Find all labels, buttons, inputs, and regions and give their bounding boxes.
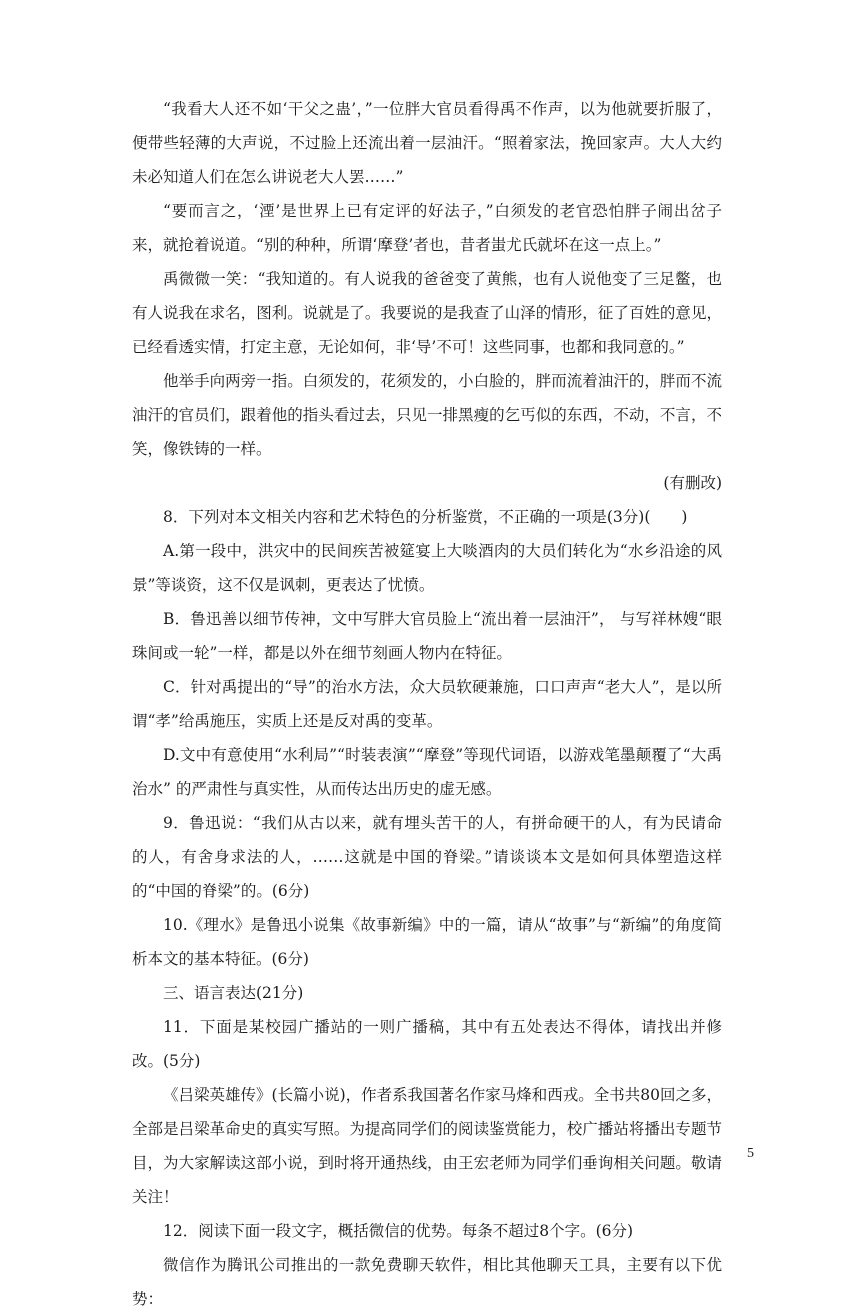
passage-paragraph-2: “要而言之，‘湮’是世界上已有定评的好法子，”白须发的老官恐怕胖子闹出岔子来，就抢着说道。“别的种种，所谓‘摩登’者也，昔者蚩尤氏就坏在这一点上。” — [132, 202, 722, 254]
page-number: 5 — [747, 1146, 754, 1161]
question-8-option-d: D.文中有意使用“水利局”“时装表演”“摩登”等现代词语，以游戏笔墨颠覆了“大禹治水” 的严肃性与真实性，从而传达出历史的虚无感。 — [132, 746, 722, 798]
passage-paragraph-1: “我看大人还不如‘干父之蛊’，”一位胖大官员看得禹不作声，以为他就要折服了，便带些轻薄的大声说，不过脸上还流出着一层油汗。“照着家法，挽回家声。大人大约未必知道人们在怎么讲说老大人罢……” — [132, 100, 722, 186]
source-note: (有删改) — [663, 474, 722, 492]
question-8-option-c: C．针对禹提出的“导”的治水方法，众大员软硬兼施，口口声声“老大人”，是以所谓“孝”给禹施压，实质上还是反对禹的变革。 — [132, 678, 722, 730]
question-12: 12．阅读下面一段文字，概括微信的优势。每条不超过8个字。(6分) — [163, 1222, 634, 1240]
question-8-stem: 8．下列对本文相关内容和艺术特色的分析鉴赏，不正确的一项是(3分)( ) — [163, 508, 688, 526]
question-8-option-b: B．鲁迅善以细节传神，文中写胖大官员脸上“流出着一层油汗”， 与写祥林嫂“眼珠间或一轮”一样，都是以外在细节刻画人物内在特征。 — [132, 610, 722, 662]
question-11: 11．下面是某校园广播站的一则广播稿，其中有五处表达不得体，请找出并修改。(5分) — [132, 1018, 722, 1070]
passage-paragraph-4: 他举手向两旁一指。白须发的，花须发的，小白脸的，胖而流着油汗的，胖而不流油汗的官员们，跟着他的指头看过去，只见一排黑瘦的乞丐似的东西，不动，不言，不笑，像铁铸的一样。 — [132, 372, 722, 458]
question-12-text: 微信作为腾讯公司推出的一款免费聊天软件，相比其他聊天工具，主要有以下优势： — [132, 1256, 722, 1308]
question-10: 10.《理水》是鲁迅小说集《故事新编》中的一篇，请从“故事”与“新编”的角度简析本文的基本特征。(6分) — [132, 916, 722, 968]
question-8-option-a: A.第一段中，洪灾中的民间疾苦被筵宴上大啖酒肉的大员们转化为“水乡沿途的风景”等谈资，这不仅是讽刺，更表达了忧愤。 — [132, 542, 722, 594]
question-9: 9．鲁迅说：“我们从古以来，就有埋头苦干的人，有拼命硬干的人，有为民请命的人，有舍身求法的人，……这就是中国的脊梁。”请谈谈本文是如何具体塑造这样的“中国的脊梁”的。(6分) — [132, 814, 722, 900]
section-3-heading: 三、语言表达(21分) — [163, 984, 304, 1002]
document-page — [132, 92, 722, 1316]
passage-paragraph-3: 禹微微一笑：“我知道的。有人说我的爸爸变了黄熊，也有人说他变了三足鳖，也有人说我在求名，图利。说就是了。我要说的是我查了山泽的情形，征了百姓的意见，已经看透实情，打定主意，无论如何，非‘导’不可！这些同事，也都和我同意的。” — [132, 270, 722, 356]
question-11-text: 《吕梁英雄传》(长篇小说)，作者系我国著名作家马烽和西戎。全书共80回之多，全部是吕梁革命史的真实写照。为提高同学们的阅读鉴赏能力，校广播站将播出专题节目，为大家解读这部小说，到时将开通热线，由王宏老师为同学们垂询相关问题。敬请关注！ — [132, 1086, 722, 1206]
